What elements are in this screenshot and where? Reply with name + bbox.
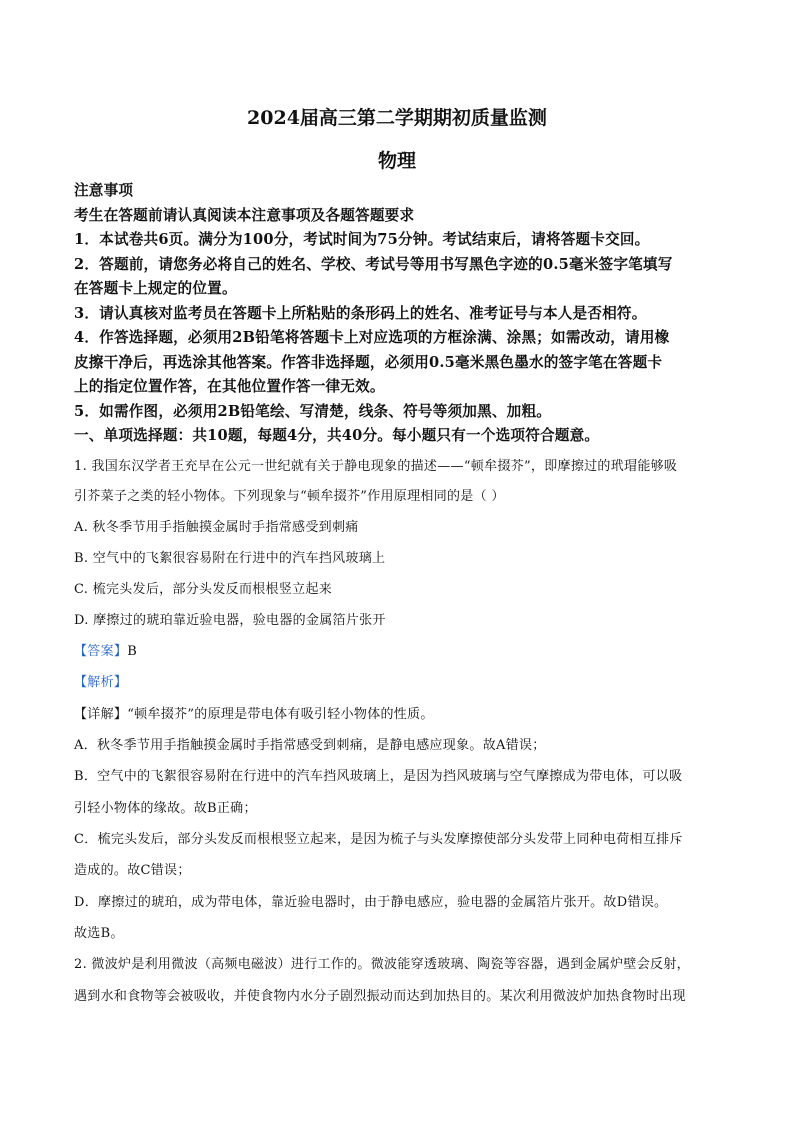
q1-option-c: C. 梳完头发后，部分头发反而根根竖立起来 xyxy=(74,582,333,597)
q1-conclusion: 故选B。 xyxy=(74,926,124,941)
notice-item-2-line2: 在答题卡上规定的位置。 xyxy=(74,280,237,297)
q1-explain-a: A．秋冬季节用手指触摸金属时手指常感受到刺痛，是静电感应现象。故A错误； xyxy=(74,738,546,753)
notice-item-3: 3．请认真核对监考员在答题卡上所粘贴的条形码上的姓名、准考证号与本人是否相符。 xyxy=(74,305,647,322)
section-heading: 一、单项选择题：共10题，每题4分，共40分。每小题只有一个选项符合题意。 xyxy=(74,427,600,444)
notice-intro: 考生在答题前请认真阅读本注意事项及各题答题要求 xyxy=(74,207,415,224)
q1-explain-d: D．摩擦过的琥珀，成为带电体，靠近验电器时，由于静电感应，验电器的金属箔片张开。故D错误。 xyxy=(74,895,668,910)
q1-stem-line1: 1. 我国东汉学者王充早在公元一世纪就有关于静电现象的描述——“顿牟掇芥”，即摩擦过的玳瑁能够吸 xyxy=(74,459,678,474)
notice-item-4-line1: 4．作答选择题，必须用2B铅笔将答题卡上对应选项的方框涂满、涂黑；如需改动，请用橡 xyxy=(74,329,670,346)
q1-explain-b-line1: B．空气中的飞絮很容易附在行进中的汽车挡风玻璃上，是因为挡风玻璃与空气摩擦成为带电体，可以吸 xyxy=(74,769,683,784)
q1-stem-line2: 引芥菜子之类的轻小物体。下列现象与“顿牟掇芥”作用原理相同的是（ ） xyxy=(74,489,505,504)
notice-heading: 注意事项 xyxy=(74,182,134,199)
detail-text: “顿牟掇芥”的原理是带电体有吸引轻小物体的性质。 xyxy=(127,707,434,722)
detail-tag: 【详解】 xyxy=(74,707,128,722)
q1-analysis-line xyxy=(74,671,127,690)
q1-answer-line xyxy=(74,640,137,659)
q1-explain-c-line1: C．梳完头发后，部分头发反而根根竖立起来，是因为梳子与头发摩擦使部分头发带上同种电荷相互排斥 xyxy=(74,832,683,847)
q1-detail-line xyxy=(74,703,434,722)
answer-tag: 【答案】 xyxy=(74,644,128,659)
exam-title: 2024届高三第二学期期初质量监测 xyxy=(247,107,547,129)
answer-value: B xyxy=(127,644,138,659)
q1-explain-c-line2: 造成的。故C错误； xyxy=(74,863,191,878)
q2-stem-line2: 遇到水和食物等会被吸收，并使食物内水分子剧烈振动而达到加热目的。某次利用微波炉加热食物时出现 xyxy=(74,989,686,1004)
notice-item-5: 5．如需作图，必须用2B铅笔绘、写清楚，线条、符号等须加黑、加粗。 xyxy=(74,403,552,420)
q1-option-b: B. 空气中的飞絮很容易附在行进中的汽车挡风玻璃上 xyxy=(74,551,386,566)
subject-title: 物理 xyxy=(377,150,416,172)
analysis-tag: 【解析】 xyxy=(74,675,128,690)
notice-item-1: 1．本试卷共6页。满分为100分，考试时间为75分钟。考试结束后，请将答题卡交回。 xyxy=(74,231,650,248)
notice-item-2-line1: 2．答题前，请您务必将自己的姓名、学校、考试号等用书写黑色字迹的0.5毫米签字笔填写 xyxy=(74,256,673,273)
q1-option-d: D. 摩擦过的琥珀靠近验电器，验电器的金属箔片张开 xyxy=(74,613,386,628)
notice-item-4-line3: 上的指定位置作答，在其他位置作答一律无效。 xyxy=(74,378,385,395)
q1-explain-b-line2: 引轻小物体的缘故。故B正确； xyxy=(74,801,257,816)
q2-stem-line1: 2. 微波炉是利用微波（高频电磁波）进行工作的。微波能穿透玻璃、陶瓷等容器，遇到金属炉壁会反射， xyxy=(74,957,690,972)
q1-option-a: A. 秋冬季节用手指触摸金属时手指常感受到刺痛 xyxy=(74,520,359,535)
notice-item-4-line2: 皮擦干净后，再选涂其他答案。作答非选择题，必须用0.5毫米黑色墨水的签字笔在答题卡 xyxy=(74,354,663,371)
